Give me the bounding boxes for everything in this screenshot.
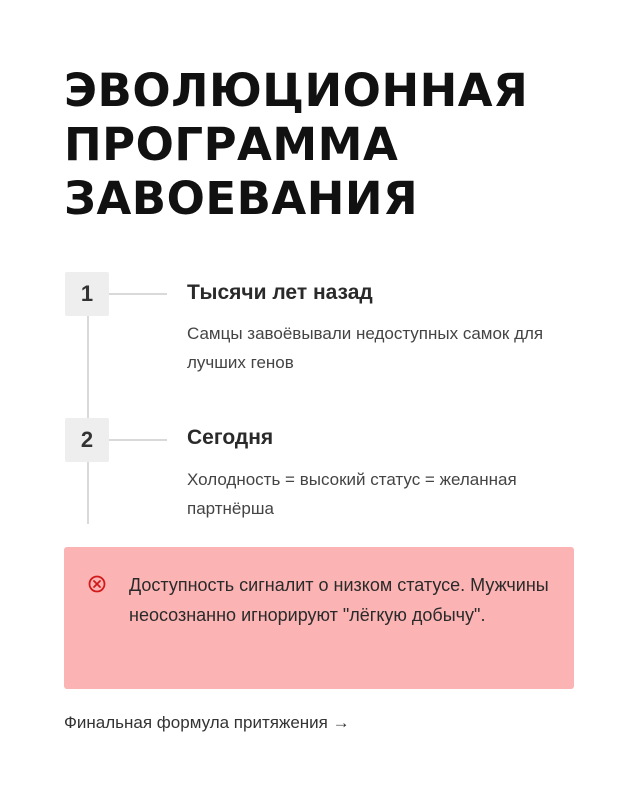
step-connector-1 [109, 293, 167, 295]
next-slide-link[interactable]: Финальная формула притяжения → [64, 713, 350, 732]
warning-alert [64, 547, 574, 689]
step-description-2: Холодность = высокий статус = желанная партнёрша [187, 470, 517, 518]
step-connector-2 [109, 439, 167, 441]
step-title-1: Тысячи лет назад [187, 281, 373, 304]
step-number-2: 2 [65, 418, 109, 462]
page-title: ЭВОЛЮЦИОННАЯ ПРОГРАММА ЗАВОЕВАНИЯ [64, 64, 529, 225]
step-number-1: 1 [65, 272, 109, 316]
alert-text: Доступность сигналит о низком статусе. Мужчины неосознанно игнорируют "лёгкую добычу". [129, 575, 549, 625]
step-title-2: Сегодня [187, 426, 274, 449]
step-description-1: Самцы завоёвывали недоступных самок для лучших генов [187, 324, 544, 372]
x-circle-icon [88, 575, 106, 593]
timeline-line [87, 308, 89, 524]
